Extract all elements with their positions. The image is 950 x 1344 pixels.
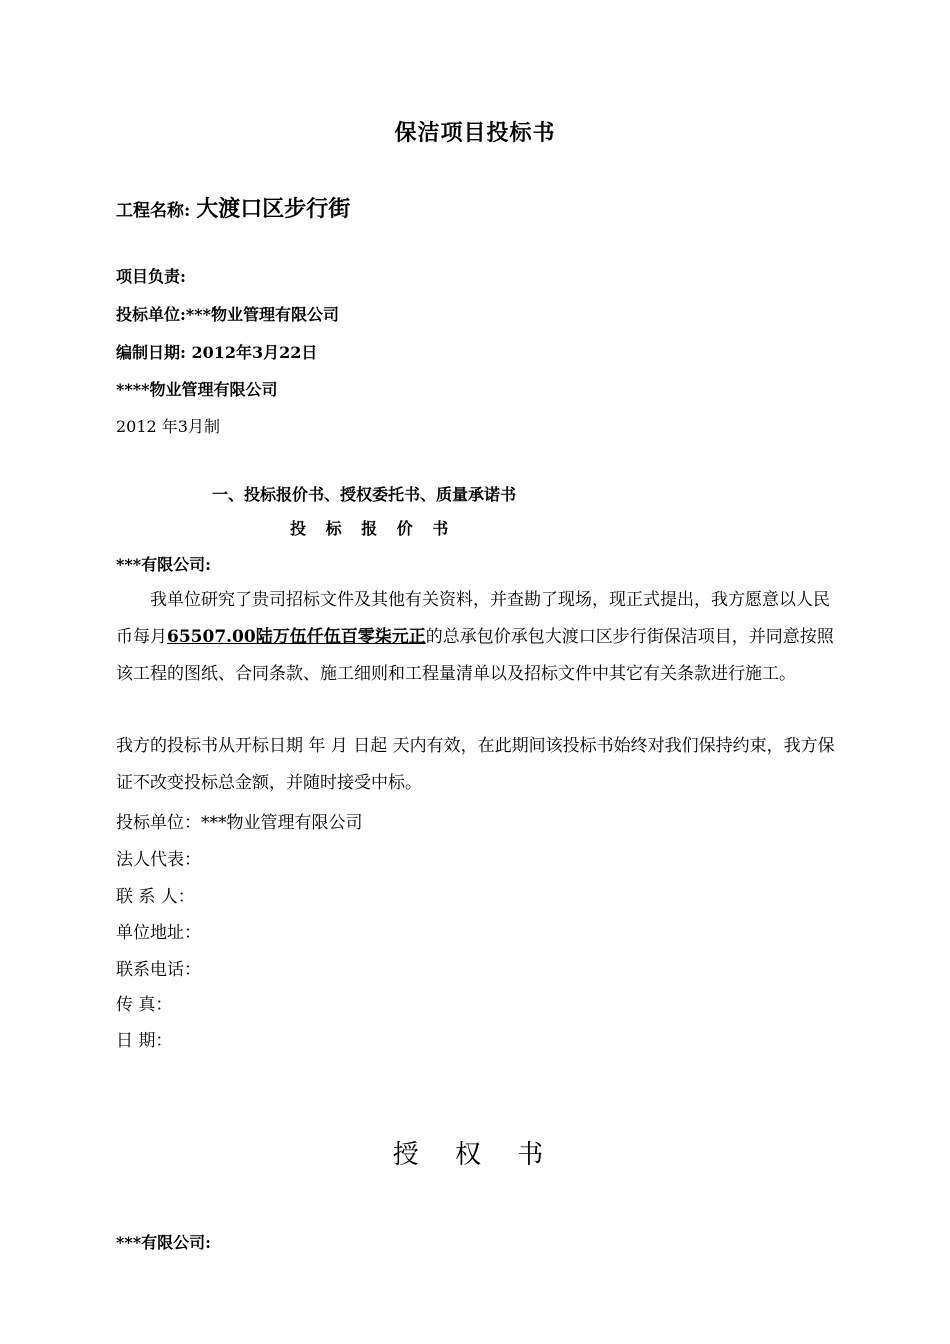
fax-field: 传 真：	[116, 995, 173, 1015]
authorization-title: 授 权 书	[392, 1140, 558, 1170]
made-line: 2012 年3月制	[116, 417, 220, 436]
para1-part-b: 的总承包价承包大渡口区步行街保洁项目，并同意按照该工程的图纸、合同条款、施工细则和工程量清单以及招标文件中其它有关条款进行施工。	[116, 627, 834, 684]
project-name-line	[116, 192, 350, 223]
paragraph-validity: 我方的投标书从开标日期 年 月 日起 天内有效，在此期间该投标书始终对我们保持约束，我方保证不改变投标总金额，并随时接受中标。	[116, 736, 835, 793]
quote-title: 投 标 报 价 书	[290, 519, 456, 538]
addressee: ***有限公司:	[116, 555, 212, 574]
para1-part-a: 我单位研究了贵司招标文件及其他有关资料，并查勘了现场，现正式提出，我方愿意以人民币每月	[116, 590, 830, 647]
bidder-line: 投标单位:***物业管理有限公司	[116, 305, 340, 324]
responsible-line: 项目负责:	[116, 267, 186, 286]
date-field: 日 期：	[116, 1031, 173, 1051]
phone-field: 联系电话：	[116, 960, 201, 980]
auth-addressee: ***有限公司:	[116, 1233, 212, 1252]
section-heading: 一、投标报价书、授权委托书、质量承诺书	[212, 485, 517, 504]
project-name: 大渡口区步行街	[196, 196, 351, 222]
company-line: ****物业管理有限公司	[116, 380, 278, 399]
legal-rep: 法人代表：	[116, 850, 201, 870]
contact-person: 联 系 人：	[116, 887, 195, 907]
sign-unit: 投标单位：***物业管理有限公司	[116, 813, 363, 833]
date-line: 编制日期: 2012年3月22日	[116, 343, 318, 362]
project-label: 工程名称:	[116, 201, 191, 221]
paragraph-quote	[116, 582, 836, 693]
document-title: 保洁项目投标书	[394, 120, 556, 146]
quote-amount: 65507.00陆万伍仟伍百零柒元正	[167, 627, 426, 647]
address-field: 单位地址：	[116, 923, 201, 943]
